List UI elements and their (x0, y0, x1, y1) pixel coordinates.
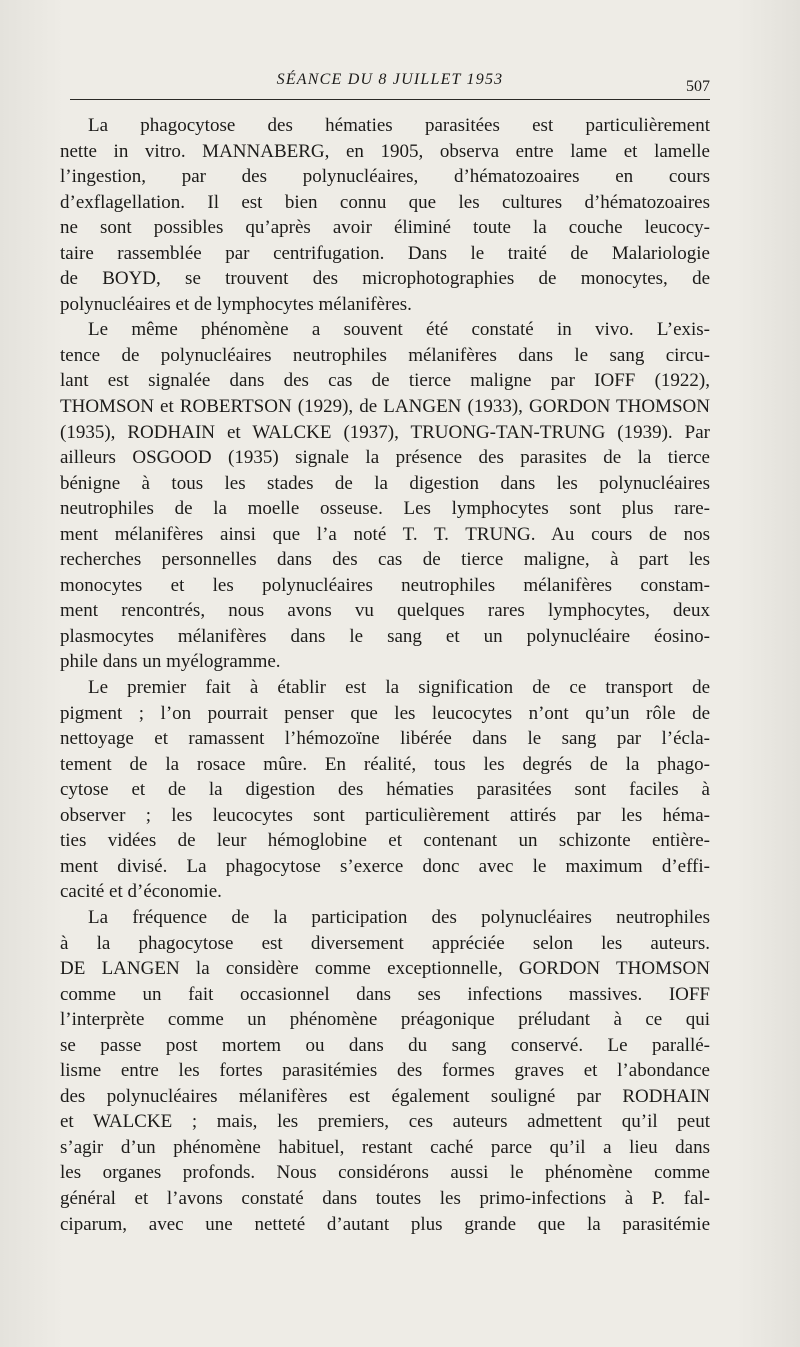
text-line: des polynucléaires mélanifères est également souligné par RODHAIN (60, 1085, 710, 1107)
text-line: cytose et de la digestion des hématies parasitées sont faciles à (60, 779, 710, 801)
text-line: ciparum, avec une netteté d’autant plus grande que la parasitémie (60, 1213, 710, 1235)
text-line: les organes profonds. Nous considérons aussi le phénomène comme (60, 1162, 710, 1184)
text-line: se passe post mortem ou dans du sang conservé. Le parallé- (60, 1034, 710, 1056)
text-line: cacité et d’économie. (60, 881, 222, 903)
text-line: de BOYD, se trouvent des microphotographies de monocytes, de (60, 268, 710, 290)
text-line: (1935), RODHAIN et WALCKE (1937), TRUONG-TAN-TRUNG (1939). Par (60, 421, 710, 443)
text-line: l’interprète comme un phénomène préagonique préludant à ce qui (60, 1009, 710, 1031)
text-line: phile dans un myélogramme. (60, 651, 281, 673)
text-line: observer ; les leucocytes sont particulièrement attirés par les héma- (60, 804, 710, 826)
text-line: bénigne à tous les stades de la digestion dans les polynucléaires (60, 472, 710, 494)
text-line: polynucléaires et de lymphocytes mélanifères. (60, 293, 412, 315)
text-line: monocytes et les polynucléaires neutrophiles mélanifères constam- (60, 574, 710, 596)
text-line: tement de la rosace mûre. En réalité, tous les degrés de la phago- (60, 753, 710, 775)
text-line: Le même phénomène a souvent été constaté in vivo. L’exis- (88, 319, 710, 341)
page-number: 507 (686, 78, 710, 95)
text-line: ailleurs OSGOOD (1935) signale la présence des parasites de la tierce (60, 447, 710, 469)
header-rule (70, 99, 710, 100)
text-line: lant est signalée dans des cas de tierce maligne par IOFF (1922), (60, 370, 710, 392)
running-title: SÉANCE DU 8 JUILLET 1953 (276, 71, 504, 88)
text-line: à la phagocytose est diversement appréciée selon les auteurs. (60, 932, 710, 954)
text-line: tence de polynucléaires neutrophiles mélanifères dans le sang circu- (60, 344, 710, 366)
text-line: lisme entre les fortes parasitémies des formes graves et l’abondance (60, 1060, 710, 1082)
text-line: DE LANGEN la considère comme exceptionnelle, GORDON THOMSON (60, 958, 710, 980)
text-line: nette in vitro. MANNABERG, en 1905, observa entre lame et lamelle (60, 140, 710, 162)
text-line: comme un fait occasionnel dans ses infections massives. IOFF (60, 983, 710, 1005)
text-line: ment mélanifères ainsi que l’a noté T. T. TRUNG. Au cours de nos (60, 523, 710, 545)
text-line: l’ingestion, par des polynucléaires, d’hématozoaires en cours (60, 166, 710, 188)
text-line: et WALCKE ; mais, les premiers, ces auteurs admettent qu’il peut (60, 1111, 710, 1133)
text-line: La phagocytose des hématies parasitées est particulièrement (88, 115, 710, 136)
text-line: neutrophiles de la moelle osseuse. Les lymphocytes sont plus rare- (60, 498, 710, 520)
text-line: ne sont possibles qu’après avoir éliminé toute la couche leucocy- (60, 217, 710, 239)
text-line: pigment ; l’on pourrait penser que les leucocytes n’ont qu’un rôle de (60, 702, 710, 724)
text-line: général et l’avons constaté dans toutes les primo-infections à P. fal- (60, 1187, 710, 1209)
text-line: ties vidées de leur hémoglobine et contenant un schizonte entière- (60, 830, 710, 852)
text-line: ment rencontrés, nous avons vu quelques rares lymphocytes, deux (60, 600, 710, 622)
text-line: plasmocytes mélanifères dans le sang et un polynucléaire éosino- (60, 625, 710, 647)
body-text (60, 113, 710, 1237)
text-line: s’agir d’un phénomène habituel, restant caché parce qu’il a lieu dans (60, 1136, 710, 1158)
text-line: ment divisé. La phagocytose s’exerce donc avec le maximum d’effi- (60, 855, 710, 877)
running-head (70, 71, 710, 97)
text-line: taire rassemblée par centrifugation. Dans le traité de Malariologie (60, 242, 710, 264)
text-line: nettoyage et ramassent l’hémozoïne libérée dans le sang par l’écla- (60, 728, 710, 750)
text-line: THOMSON et ROBERTSON (1929), de LANGEN (1933), GORDON THOMSON (60, 396, 710, 418)
text-line: d’exflagellation. Il est bien connu que les cultures d’hématozoaires (60, 191, 710, 213)
text-line: Le premier fait à établir est la signification de ce transport de (88, 677, 710, 699)
text-line: recherches personnelles dans des cas de tierce maligne, à part les (60, 549, 710, 571)
text-line: La fréquence de la participation des polynucléaires neutrophiles (88, 906, 710, 928)
